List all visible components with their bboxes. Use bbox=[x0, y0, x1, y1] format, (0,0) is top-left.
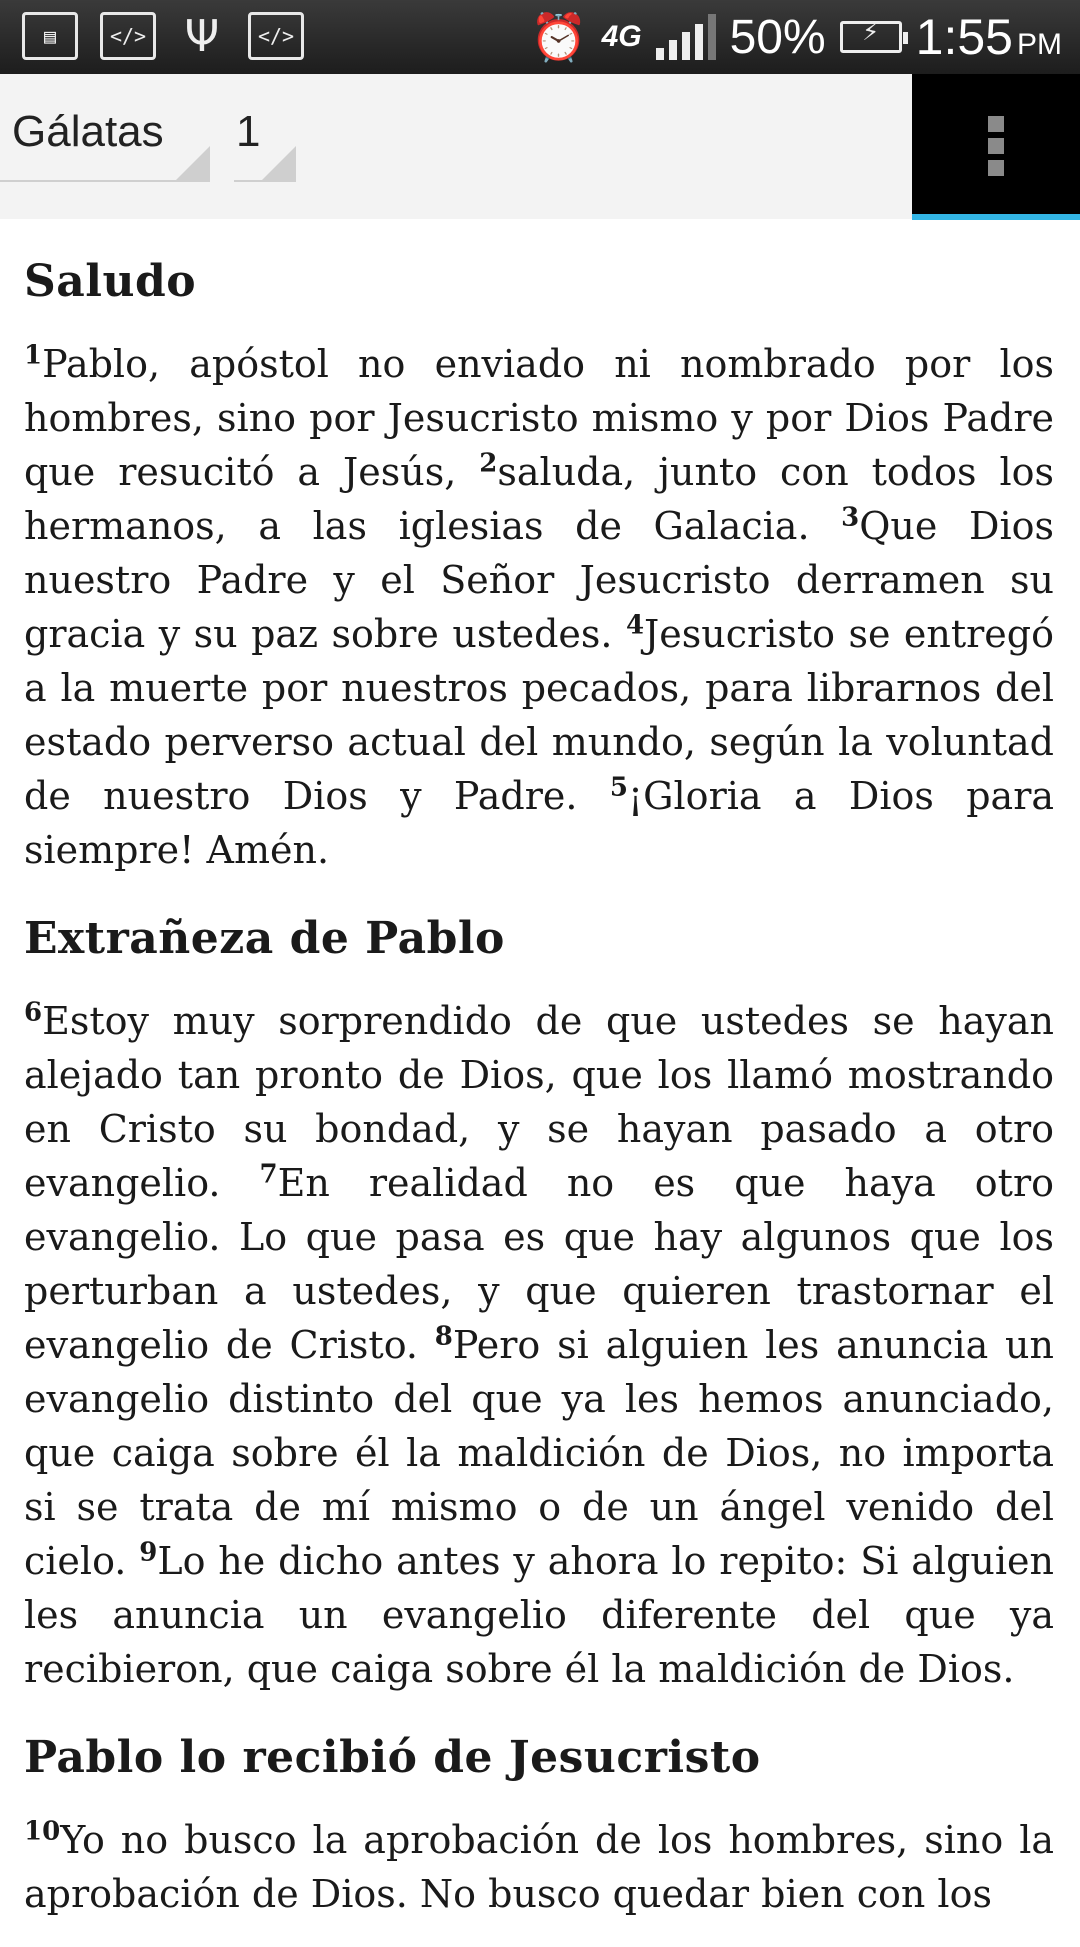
image-icon: ▤ bbox=[22, 12, 78, 60]
verse-text: saluda, junto con todos los hermanos, a las iglesias de Galacia. bbox=[24, 450, 1054, 548]
verse-text: Pero si alguien les anuncia un evangelio distinto del que ya les hemos anunciado, que caiga sobre él la maldición de Dios, no importa si se trata de mí mismo o de un ángel venido del cielo. bbox=[24, 1323, 1054, 1583]
signal-icon bbox=[656, 14, 716, 60]
code-icon: </> bbox=[248, 12, 304, 60]
chapter-text bbox=[24, 220, 1054, 1947]
verse-text: Lo he dicho antes y ahora lo repito: Si alguien les anuncia un evangelio diferente del que ya recibieron, que caiga sobre él la maldición de Dios. bbox=[24, 1539, 1054, 1691]
section-heading: Pablo lo recibió de Jesucristo bbox=[24, 1732, 761, 1783]
verse-number[interactable]: 7 bbox=[259, 1159, 278, 1190]
verse-number[interactable]: 1 bbox=[24, 340, 43, 371]
verse-number[interactable]: 9 bbox=[139, 1537, 158, 1568]
verse-text: ¡Gloria a Dios para siempre! Amén. bbox=[24, 774, 1055, 872]
dropdown-triangle-icon bbox=[260, 146, 296, 182]
clock-ampm: PM bbox=[1017, 28, 1062, 61]
chapter-selector-label: 1 bbox=[236, 107, 261, 156]
verse-number[interactable]: 4 bbox=[625, 610, 645, 641]
verse-number[interactable]: 8 bbox=[434, 1321, 453, 1352]
verse-text: En realidad no es que haya otro evangelio. Lo que pasa es que hay algunos que los perturban a ustedes, y que quieren trastornar el evangelio de Cristo. bbox=[24, 1161, 1054, 1367]
paragraph bbox=[24, 1813, 1054, 1921]
verse-number[interactable]: 6 bbox=[24, 997, 43, 1028]
verse-text: Que Dios nuestro Padre y el Señor Jesucristo derramen su gracia y su paz sobre ustedes. bbox=[24, 504, 1054, 656]
system-icons bbox=[530, 0, 1062, 74]
network-type: 4G bbox=[601, 20, 642, 53]
verse-text: Jesucristo se entregó a la muerte por nuestros pecados, para librarnos del estado perverso actual del mundo, según la voluntad de nuestro Dios y Padre. bbox=[24, 612, 1054, 818]
clock: 1:55 bbox=[915, 9, 1013, 65]
section-heading: Saludo bbox=[24, 256, 197, 307]
verse-number[interactable]: 5 bbox=[609, 772, 628, 803]
battery-percent: 50% bbox=[729, 10, 826, 64]
paragraph bbox=[24, 994, 1054, 1696]
battery-charging-icon: ⚡ bbox=[840, 21, 902, 53]
book-selector-label: Gálatas bbox=[12, 107, 164, 156]
verse-text: Estoy muy sorprendido de que ustedes se hayan alejado tan pronto de Dios, que los llamó mostrando en Cristo su bondad, y se hayan pasado a otro evangelio. bbox=[24, 999, 1054, 1205]
overflow-menu-button[interactable] bbox=[912, 74, 1080, 214]
verse-text: Pablo, apóstol no enviado ni nombrado por los hombres, sino por Jesucristo mismo y por Dios Padre que resucitó a Jesús, bbox=[24, 342, 1054, 494]
chapter-selector[interactable] bbox=[234, 102, 296, 182]
status-bar bbox=[0, 0, 1080, 74]
verse-text: Yo no busco la aprobación de los hombres, sino la aprobación de Dios. No busco quedar bien con los bbox=[24, 1818, 1054, 1916]
notification-icons bbox=[22, 12, 304, 62]
more-vert-icon bbox=[988, 116, 1004, 182]
alarm-icon: ⏰ bbox=[530, 9, 588, 64]
dropdown-triangle-icon bbox=[174, 146, 210, 182]
section-heading: Extrañeza de Pablo bbox=[24, 913, 505, 964]
verse-number[interactable]: 3 bbox=[841, 502, 860, 533]
code-icon: </> bbox=[100, 12, 156, 60]
verse-number[interactable]: 2 bbox=[479, 448, 498, 479]
paragraph bbox=[24, 337, 1054, 877]
verse-number[interactable]: 10 bbox=[24, 1816, 61, 1847]
book-selector[interactable] bbox=[0, 102, 210, 182]
usb-icon: Ψ bbox=[184, 11, 220, 62]
